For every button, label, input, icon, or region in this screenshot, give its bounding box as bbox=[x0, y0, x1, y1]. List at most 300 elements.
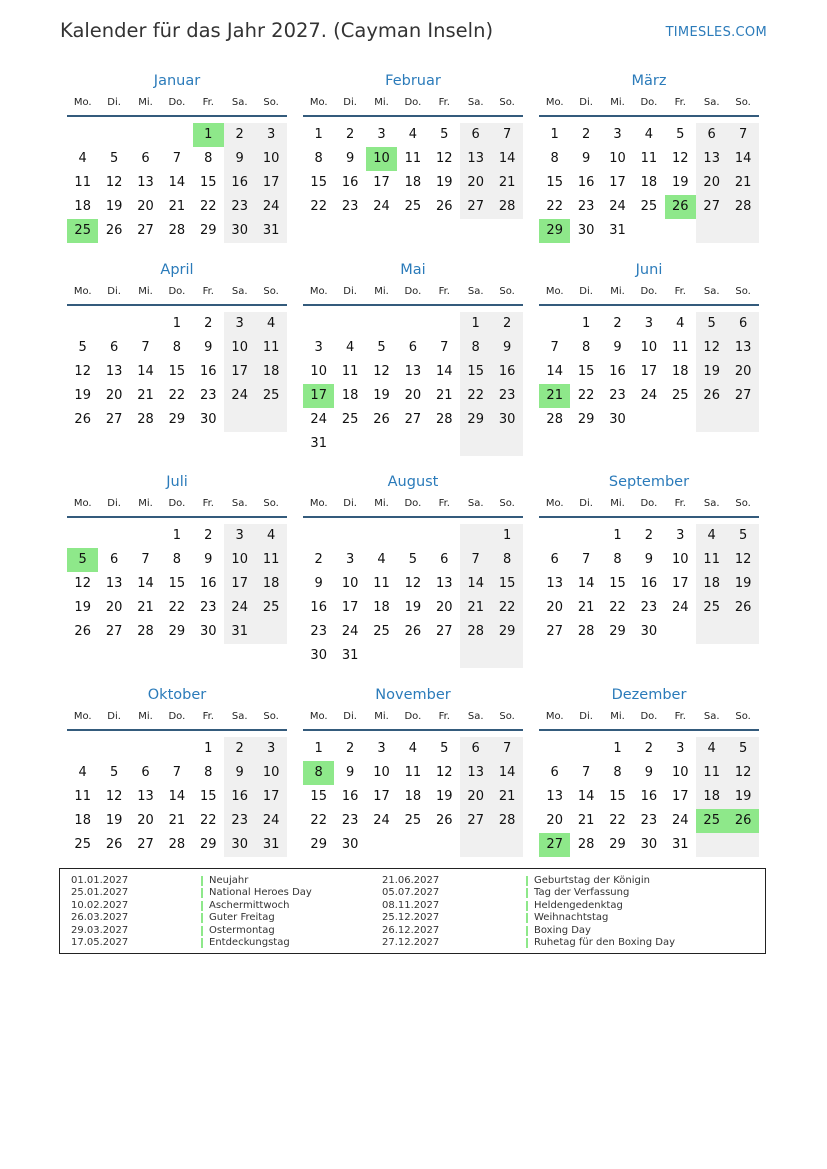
weekday-header: Mi. bbox=[138, 286, 153, 297]
day-cell: 16 bbox=[341, 175, 359, 190]
day-cell: 1 bbox=[550, 127, 559, 142]
weekday-header: Sa. bbox=[467, 711, 484, 722]
month-name: Januar bbox=[153, 73, 201, 89]
day-cell: 27 bbox=[105, 412, 123, 427]
day-cell: 23 bbox=[224, 195, 255, 219]
day-cell: 3 bbox=[377, 127, 386, 142]
day-cell: 10 bbox=[310, 364, 327, 379]
weekday-header: Mo. bbox=[73, 498, 92, 509]
day-cell: 5 bbox=[727, 524, 758, 548]
day-cell: 14 bbox=[491, 761, 522, 785]
weekday-header: Mi. bbox=[610, 498, 625, 509]
day-cell: 29 bbox=[310, 837, 327, 852]
day-cell: 18 bbox=[373, 600, 390, 615]
day-cell: 3 bbox=[377, 741, 386, 756]
legend-date: 29.03.2027 bbox=[71, 924, 129, 936]
month-name: Juni bbox=[635, 262, 663, 278]
weekday-header: Do. bbox=[404, 286, 422, 297]
day-cell: 5 bbox=[440, 741, 449, 756]
weekday-header: Mo. bbox=[73, 711, 92, 722]
day-cell: 18 bbox=[640, 175, 658, 190]
weekday-header: Mi. bbox=[374, 286, 389, 297]
weekend-cell bbox=[727, 408, 758, 432]
day-cell: 18 bbox=[696, 785, 727, 809]
weekday-header: Do. bbox=[640, 97, 658, 108]
day-cell: 19 bbox=[74, 388, 91, 403]
weekday-header: Mi. bbox=[610, 97, 625, 108]
day-cell: 19 bbox=[696, 360, 727, 384]
day-cell: 16 bbox=[640, 576, 658, 591]
weekend-cell bbox=[255, 408, 286, 432]
weekend-cell bbox=[727, 833, 758, 857]
day-cell: 13 bbox=[460, 147, 491, 171]
day-cell: 1 bbox=[172, 316, 182, 331]
day-cell: 13 bbox=[137, 789, 154, 804]
day-cell: 18 bbox=[255, 360, 286, 384]
day-cell: 1 bbox=[314, 127, 323, 142]
weekday-header: Di. bbox=[107, 498, 121, 509]
legend-date: 26.12.2027 bbox=[382, 924, 440, 936]
weekday-header: Di. bbox=[343, 498, 357, 509]
day-cell: 24 bbox=[224, 596, 255, 620]
weekday-header: So. bbox=[263, 286, 279, 297]
month-name: Dezember bbox=[611, 687, 687, 703]
day-cell: 26 bbox=[436, 199, 453, 214]
day-cell: 2 bbox=[644, 528, 654, 543]
weekend-cell bbox=[460, 524, 491, 548]
day-cell: 13 bbox=[727, 336, 758, 360]
day-cell: 12 bbox=[105, 175, 123, 190]
day-cell: 7 bbox=[460, 548, 491, 572]
day-cell: 9 bbox=[314, 576, 323, 591]
weekend-cell bbox=[727, 219, 758, 243]
day-cell: 27 bbox=[460, 195, 491, 219]
holiday-day-cell: 8 bbox=[303, 761, 334, 785]
day-cell: 2 bbox=[345, 741, 355, 756]
day-cell: 15 bbox=[168, 576, 186, 591]
month-name: Mai bbox=[400, 262, 426, 278]
month-name: Oktober bbox=[147, 687, 207, 703]
day-cell: 15 bbox=[609, 789, 626, 804]
day-cell: 11 bbox=[373, 576, 390, 591]
day-cell: 17 bbox=[373, 789, 390, 804]
weekday-header: So. bbox=[499, 498, 515, 509]
day-cell: 23 bbox=[609, 388, 626, 403]
weekday-header: Di. bbox=[343, 286, 357, 297]
day-cell: 20 bbox=[137, 813, 154, 828]
legend-holiday-marker bbox=[526, 913, 528, 923]
day-cell: 28 bbox=[137, 624, 154, 639]
weekday-header: Di. bbox=[107, 97, 121, 108]
day-cell: 24 bbox=[640, 388, 658, 403]
day-cell: 9 bbox=[644, 552, 654, 567]
day-cell: 28 bbox=[727, 195, 758, 219]
weekday-header: Mi. bbox=[374, 97, 389, 108]
weekday-header: Fr. bbox=[202, 97, 214, 108]
month-header-rule bbox=[67, 115, 287, 117]
day-cell: 11 bbox=[74, 789, 91, 804]
day-cell: 17 bbox=[224, 572, 255, 596]
day-cell: 23 bbox=[640, 600, 658, 615]
day-cell: 11 bbox=[341, 364, 359, 379]
holiday-day-cell: 21 bbox=[539, 384, 570, 408]
day-cell: 31 bbox=[310, 436, 327, 451]
legend-date: 27.12.2027 bbox=[382, 937, 440, 948]
legend-date: 25.01.2027 bbox=[71, 887, 129, 899]
legend-date: 25.12.2027 bbox=[382, 912, 440, 924]
day-cell: 5 bbox=[440, 127, 449, 142]
weekend-cell bbox=[460, 432, 491, 456]
day-cell: 3 bbox=[345, 552, 355, 567]
weekend-cell bbox=[255, 620, 286, 644]
day-cell: 9 bbox=[204, 340, 213, 355]
day-cell: 21 bbox=[491, 171, 522, 195]
month-header-rule bbox=[303, 115, 523, 117]
weekend-cell bbox=[460, 644, 491, 668]
day-cell: 27 bbox=[696, 195, 727, 219]
day-cell: 13 bbox=[696, 147, 727, 171]
weekday-header: Do. bbox=[404, 498, 422, 509]
month-header-rule bbox=[67, 729, 287, 731]
weekday-header: Do. bbox=[168, 97, 186, 108]
day-cell: 15 bbox=[491, 572, 522, 596]
day-cell: 27 bbox=[137, 837, 154, 852]
day-cell: 23 bbox=[200, 388, 217, 403]
month-header-rule bbox=[539, 115, 759, 117]
day-cell: 8 bbox=[613, 765, 622, 780]
day-cell: 31 bbox=[341, 648, 359, 663]
day-cell: 7 bbox=[491, 123, 522, 147]
weekday-header: Do. bbox=[168, 286, 186, 297]
weekday-header: Mo. bbox=[73, 97, 92, 108]
day-cell: 6 bbox=[408, 340, 418, 355]
day-cell: 8 bbox=[460, 336, 491, 360]
day-cell: 19 bbox=[404, 600, 422, 615]
holiday-day-cell: 5 bbox=[67, 548, 98, 572]
day-cell: 7 bbox=[141, 552, 150, 567]
day-cell: 30 bbox=[491, 408, 522, 432]
weekday-header: Do. bbox=[168, 498, 186, 509]
weekday-header: Mi. bbox=[610, 286, 625, 297]
day-cell: 5 bbox=[78, 340, 87, 355]
day-cell: 5 bbox=[727, 737, 758, 761]
day-cell: 10 bbox=[341, 576, 359, 591]
day-cell: 17 bbox=[224, 360, 255, 384]
day-cell: 9 bbox=[345, 151, 355, 166]
weekday-header: So. bbox=[735, 498, 751, 509]
day-cell: 22 bbox=[491, 596, 522, 620]
day-cell: 3 bbox=[255, 123, 286, 147]
legend-holiday-marker bbox=[526, 888, 528, 898]
day-cell: 31 bbox=[224, 620, 255, 644]
day-cell: 4 bbox=[255, 524, 286, 548]
month-header-rule bbox=[303, 516, 523, 518]
day-cell: 14 bbox=[546, 364, 563, 379]
day-cell: 30 bbox=[640, 837, 658, 852]
weekend-cell bbox=[491, 432, 522, 456]
legend-holiday-name: Weihnachtstag bbox=[534, 912, 609, 924]
weekday-header: Fr. bbox=[674, 711, 686, 722]
day-cell: 30 bbox=[224, 833, 255, 857]
day-cell: 12 bbox=[672, 151, 689, 166]
weekday-header: Mo. bbox=[73, 286, 92, 297]
day-cell: 7 bbox=[440, 340, 449, 355]
weekday-header: Sa. bbox=[231, 711, 248, 722]
day-cell: 30 bbox=[577, 223, 595, 238]
weekday-header: So. bbox=[263, 498, 279, 509]
day-cell: 21 bbox=[436, 388, 453, 403]
day-cell: 12 bbox=[436, 151, 453, 166]
legend-holiday-marker bbox=[526, 926, 528, 936]
day-cell: 4 bbox=[78, 151, 87, 166]
weekday-header: Mo. bbox=[545, 286, 564, 297]
day-cell: 15 bbox=[310, 789, 327, 804]
weekday-header: So. bbox=[499, 97, 515, 108]
day-cell: 16 bbox=[310, 600, 327, 615]
day-cell: 21 bbox=[460, 596, 491, 620]
weekday-header: Fr. bbox=[438, 286, 450, 297]
weekday-header: Fr. bbox=[674, 286, 686, 297]
weekend-cell bbox=[696, 833, 727, 857]
holiday-day-cell: 10 bbox=[366, 147, 397, 171]
day-cell: 20 bbox=[460, 785, 491, 809]
day-cell: 3 bbox=[644, 316, 654, 331]
day-cell: 13 bbox=[460, 761, 491, 785]
day-cell: 17 bbox=[672, 576, 689, 591]
day-cell: 24 bbox=[672, 600, 689, 615]
day-cell: 12 bbox=[74, 576, 91, 591]
legend-holiday-name: Guter Freitag bbox=[209, 912, 275, 924]
day-cell: 12 bbox=[727, 761, 758, 785]
legend-holiday-marker bbox=[201, 926, 203, 936]
day-cell: 10 bbox=[373, 765, 390, 780]
day-cell: 24 bbox=[373, 199, 390, 214]
day-cell: 1 bbox=[491, 524, 522, 548]
weekday-header: Sa. bbox=[231, 498, 248, 509]
day-cell: 23 bbox=[341, 813, 359, 828]
day-cell: 2 bbox=[644, 741, 654, 756]
legend-date: 21.06.2027 bbox=[382, 875, 440, 886]
day-cell: 4 bbox=[696, 737, 727, 761]
day-cell: 17 bbox=[255, 785, 286, 809]
day-cell: 18 bbox=[341, 388, 359, 403]
weekday-header: Fr. bbox=[202, 498, 214, 509]
day-cell: 1 bbox=[613, 528, 622, 543]
day-cell: 18 bbox=[74, 813, 91, 828]
day-cell: 8 bbox=[491, 548, 522, 572]
month-header-rule bbox=[539, 729, 759, 731]
day-cell: 28 bbox=[168, 223, 186, 238]
day-cell: 15 bbox=[200, 789, 217, 804]
weekday-header: Sa. bbox=[467, 286, 484, 297]
day-cell: 29 bbox=[200, 223, 217, 238]
day-cell: 6 bbox=[727, 312, 758, 336]
weekday-header: Mi. bbox=[374, 711, 389, 722]
day-cell: 15 bbox=[609, 576, 626, 591]
day-cell: 14 bbox=[436, 364, 453, 379]
legend-holiday-marker bbox=[526, 876, 528, 886]
day-cell: 5 bbox=[676, 127, 685, 142]
day-cell: 7 bbox=[141, 340, 150, 355]
day-cell: 24 bbox=[255, 195, 286, 219]
day-cell: 27 bbox=[137, 223, 154, 238]
day-cell: 26 bbox=[727, 596, 758, 620]
weekday-header: Do. bbox=[404, 97, 422, 108]
day-cell: 8 bbox=[204, 765, 213, 780]
day-cell: 4 bbox=[377, 552, 386, 567]
day-cell: 22 bbox=[200, 199, 217, 214]
weekday-header: Mo. bbox=[545, 97, 564, 108]
day-cell: 28 bbox=[546, 412, 563, 427]
day-cell: 25 bbox=[404, 199, 422, 214]
day-cell: 6 bbox=[550, 552, 559, 567]
weekday-header: Sa. bbox=[231, 97, 248, 108]
day-cell: 22 bbox=[609, 813, 626, 828]
day-cell: 9 bbox=[581, 151, 591, 166]
day-cell: 25 bbox=[696, 596, 727, 620]
weekday-header: So. bbox=[735, 97, 751, 108]
day-cell: 29 bbox=[460, 408, 491, 432]
day-cell: 16 bbox=[609, 364, 626, 379]
day-cell: 31 bbox=[672, 837, 689, 852]
day-cell: 16 bbox=[577, 175, 595, 190]
day-cell: 22 bbox=[310, 813, 327, 828]
weekday-header: Mo. bbox=[309, 498, 328, 509]
month-name: August bbox=[387, 474, 439, 490]
day-cell: 1 bbox=[314, 741, 323, 756]
weekday-header: Mi. bbox=[138, 711, 153, 722]
weekday-header: Do. bbox=[640, 711, 658, 722]
legend-holiday-marker bbox=[201, 913, 203, 923]
day-cell: 11 bbox=[404, 765, 422, 780]
day-cell: 23 bbox=[341, 199, 359, 214]
day-cell: 30 bbox=[310, 648, 327, 663]
day-cell: 10 bbox=[255, 761, 286, 785]
day-cell: 22 bbox=[546, 199, 563, 214]
day-cell: 19 bbox=[727, 785, 758, 809]
day-cell: 28 bbox=[577, 837, 595, 852]
day-cell: 13 bbox=[546, 576, 563, 591]
day-cell: 24 bbox=[341, 624, 359, 639]
day-cell: 22 bbox=[310, 199, 327, 214]
day-cell: 29 bbox=[609, 624, 626, 639]
day-cell: 4 bbox=[408, 741, 418, 756]
weekday-header: Fr. bbox=[438, 711, 450, 722]
day-cell: 25 bbox=[255, 596, 286, 620]
day-cell: 9 bbox=[204, 552, 213, 567]
day-cell: 6 bbox=[141, 765, 150, 780]
weekend-cell bbox=[696, 408, 727, 432]
month-header-rule bbox=[303, 729, 523, 731]
page-title: Kalender für das Jahr 2027. (Cayman Inseln) bbox=[60, 19, 494, 42]
day-cell: 6 bbox=[460, 737, 491, 761]
day-cell: 2 bbox=[204, 528, 213, 543]
day-cell: 16 bbox=[200, 364, 217, 379]
day-cell: 31 bbox=[255, 219, 286, 243]
legend-holiday-name: Neujahr bbox=[209, 875, 249, 886]
day-cell: 20 bbox=[460, 171, 491, 195]
legend-date: 26.03.2027 bbox=[71, 912, 129, 924]
legend-holiday-marker bbox=[201, 876, 203, 886]
day-cell: 7 bbox=[581, 552, 591, 567]
day-cell: 11 bbox=[696, 761, 727, 785]
day-cell: 8 bbox=[550, 151, 559, 166]
day-cell: 3 bbox=[676, 741, 685, 756]
day-cell: 22 bbox=[609, 600, 626, 615]
day-cell: 11 bbox=[255, 548, 286, 572]
day-cell: 27 bbox=[404, 412, 422, 427]
day-cell: 7 bbox=[581, 765, 591, 780]
day-cell: 30 bbox=[609, 412, 626, 427]
day-cell: 14 bbox=[168, 175, 186, 190]
legend-holiday-name: National Heroes Day bbox=[209, 887, 312, 899]
day-cell: 7 bbox=[491, 737, 522, 761]
month-name: September bbox=[608, 474, 690, 490]
day-cell: 9 bbox=[345, 765, 355, 780]
day-cell: 19 bbox=[436, 175, 453, 190]
weekday-header: Sa. bbox=[703, 498, 720, 509]
day-cell: 2 bbox=[345, 127, 355, 142]
day-cell: 20 bbox=[696, 171, 727, 195]
day-cell: 20 bbox=[105, 600, 123, 615]
weekday-header: So. bbox=[499, 286, 515, 297]
day-cell: 18 bbox=[404, 789, 422, 804]
day-cell: 23 bbox=[577, 199, 595, 214]
day-cell: 12 bbox=[74, 364, 91, 379]
weekday-header: Mi. bbox=[138, 498, 153, 509]
holiday-day-cell: 17 bbox=[303, 384, 334, 408]
weekday-header: Sa. bbox=[467, 97, 484, 108]
day-cell: 6 bbox=[109, 340, 119, 355]
day-cell: 21 bbox=[137, 600, 154, 615]
weekday-header: Do. bbox=[404, 711, 422, 722]
day-cell: 10 bbox=[640, 340, 658, 355]
day-cell: 8 bbox=[204, 151, 213, 166]
day-cell: 9 bbox=[224, 147, 255, 171]
legend-holiday-name: Boxing Day bbox=[534, 924, 591, 936]
legend-date: 10.02.2027 bbox=[71, 899, 129, 911]
day-cell: 16 bbox=[224, 785, 255, 809]
legend-holiday-name: Geburtstag der Königin bbox=[534, 875, 650, 886]
day-cell: 19 bbox=[105, 813, 123, 828]
weekday-header: Di. bbox=[579, 97, 593, 108]
day-cell: 5 bbox=[377, 340, 386, 355]
legend-holiday-marker bbox=[201, 888, 203, 898]
day-cell: 15 bbox=[546, 175, 563, 190]
brand-link[interactable]: TIMESLES.COM bbox=[665, 25, 767, 40]
month-header-rule bbox=[539, 304, 759, 306]
weekday-header: So. bbox=[499, 711, 515, 722]
month-header-rule bbox=[539, 516, 759, 518]
day-cell: 30 bbox=[200, 624, 217, 639]
day-cell: 23 bbox=[640, 813, 658, 828]
day-cell: 24 bbox=[255, 809, 286, 833]
day-cell: 29 bbox=[577, 412, 595, 427]
day-cell: 22 bbox=[168, 388, 186, 403]
day-cell: 9 bbox=[613, 340, 622, 355]
day-cell: 12 bbox=[727, 548, 758, 572]
day-cell: 26 bbox=[373, 412, 390, 427]
day-cell: 17 bbox=[672, 789, 689, 804]
weekday-header: Di. bbox=[107, 711, 121, 722]
weekday-header: Fr. bbox=[202, 286, 214, 297]
day-cell: 23 bbox=[310, 624, 327, 639]
day-cell: 12 bbox=[404, 576, 422, 591]
day-cell: 4 bbox=[408, 127, 418, 142]
day-cell: 10 bbox=[672, 552, 689, 567]
day-cell: 24 bbox=[224, 384, 255, 408]
day-cell: 13 bbox=[137, 175, 154, 190]
